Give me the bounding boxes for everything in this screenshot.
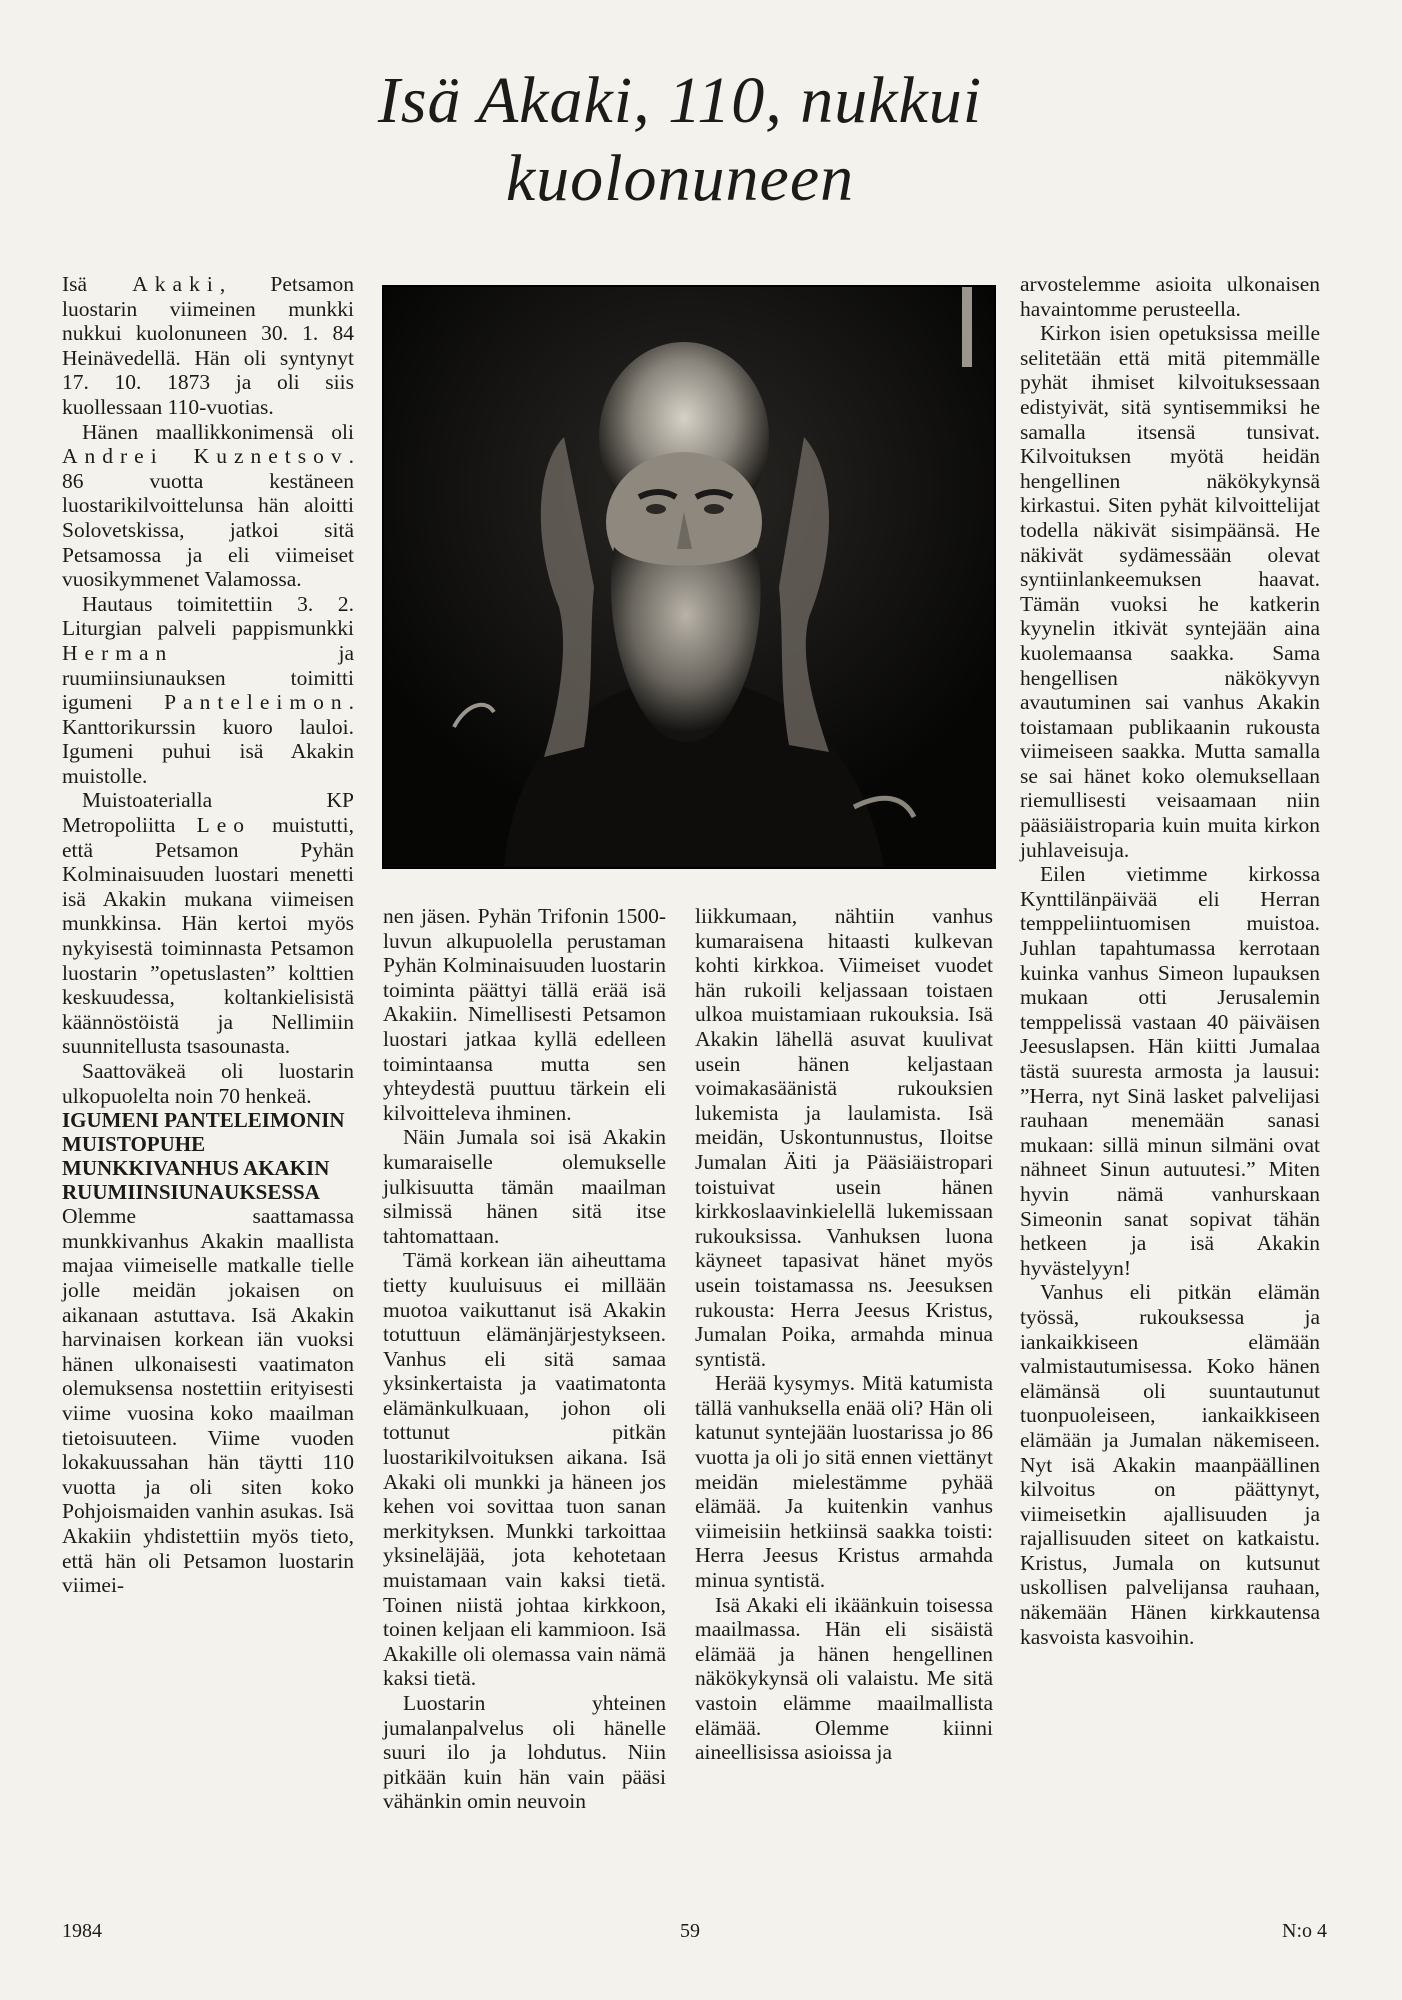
paragraph: Isä Akaki eli ikäänkuin toisessa maailmassa. Hän eli sisäistä elämää ja hänen hengellinen näkökykynsä oli valaistu. Me sitä vastoin elämme maailmallista elämää. Olemme kiinni aineellisissa asioissa ja xyxy=(695,1592,993,1765)
paragraph: Isä Akaki, Petsamon luostarin viimeinen munkki nukkui kuolonuneen 30. 1. 84 Heinävedellä. Hän oli syntynyt 17. 10. 1873 ja oli siis kuollessaan 110-vuotias. xyxy=(62,272,354,419)
paragraph: Hänen maallikkonimensä oli Andrei Kuznetsov. 86 vuotta kestäneen luostarikilvoittelunsa hän aloitti Solovetskissa, jatkoi sitä Petsamossa ja eli viimeiset vuosikymmenet Valamossa. xyxy=(62,419,354,592)
paragraph: Muistoaterialla KP Metropoliitta Leo muistutti, että Petsamon Pyhän Kolminaisuuden luostari menetti isä Akakin mukana viimeisen munkkinsa. Hän kertoi myös nykyisestä toiminnasta Petsamon luostarin ”opetuslasten” kolttien keskuudessa, koltankielisistä käännöstöistä ja Nellimiin suunnitellusta tsasounasta. xyxy=(62,788,354,1059)
section-subheading: IGUMENI PANTELEIMONIN MUISTOPUHE MUNKKIVANHUS AKAKIN RUUMIINSIUNAUKSESSA xyxy=(62,1108,345,1205)
article-column-3 xyxy=(695,904,993,1765)
portrait-photo-icon xyxy=(384,287,994,867)
page-number: 59 xyxy=(680,1920,700,1942)
portrait-photo xyxy=(382,285,996,869)
article-column-4 xyxy=(1020,272,1320,1649)
paragraph: Herää kysymys. Mitä katumista tällä vanhuksella enää oli? Hän oli katunut syntejään luostarissa jo 86 vuotta ja oli jo sitä ennen viettänyt meidän mielestämme pyhää elämää. Ja kuitenkin vanhus viimeisiin hetkiinsä saakka toisti: Herra Jeesus Kristus armahda minua syntistä. xyxy=(695,1371,993,1593)
issue-number: N:o 4 xyxy=(1282,1920,1327,1942)
paragraph: Kirkon isien opetuksissa meille selitetään että mitä pitemmälle pyhät ihmiset kilvoituksessaan edistyivät, sitä syntisemmiksi he samalla itsensä tunsivat. Kilvoituksen myötä heidän hengellinen näkökykynsä kirkastui. Siten pyhät kilvoittelijat todella näkivät sisimpäänsä. He näkivät sydämessään olevat syntiinlankeemuksen haavat. Tämän vuoksi he katkerin kyynelin itkivät syntejään aina kuolemaansa saakka. Sama hengellisen näkökyvyn avautuminen sai vanhus Akakin toistamaan publikaanin rukousta viimeiseen saakka. Mutta samalla se sai hänet koko olemuksellaan riemullisesti veisaamaan niin pääsiäistroparia kuin muita kirkon juhlaveisuja. xyxy=(1020,321,1320,862)
paragraph: Tämä korkean iän aiheuttama tietty kuuluisuus ei millään muotoa vaikuttanut isä Akakin totuttuun elämänjärjestykseen. Vanhus eli sitä samaa yksinkertaista ja vaatimatonta elämänkulkuaan, johon oli tottunut pitkän luostarikilvoituksen aikana. Isä Akaki oli munkki ja häneen jos kehen voi sovittaa tuon sanan merkityksen. Munkki tarkoittaa yksineläjää, jota kehotetaan muistamaan vain kaksi tietä. Toinen niistä johtaa kirkkoon, toinen keljaan eli kammioon. Isä Akakille oli olemassa vain nämä kaksi tietä. xyxy=(383,1248,666,1691)
paragraph: nen jäsen. Pyhän Trifonin 1500-luvun alkupuolella perustaman Pyhän Kolminaisuuden luostarin toiminta päättyi tällä erää isä Akakiin. Nimellisesti Petsamon luostari jatkaa kyllä edelleen toimintaansa mutta sen yhteydestä puuttuu tärkein eli kilvoitteleva ihminen. xyxy=(383,904,666,1125)
paragraph: Näin Jumala soi isä Akakin kumaraiselle olemukselle julkisuutta tämän maailman silmissä hänen sitä itse tahtomattaan. xyxy=(383,1125,666,1248)
paragraph: liikkumaan, nähtiin vanhus kumaraisena hitaasti kulkevan kohti kirkkoa. Viimeiset vuodet hän rukoili keljassaan toistaen ulkoa muistamiaan rukouksia. Isä Akakin lähellä asuvat kuulivat usein hänen keljastaan voimakasäänistä rukouksien lukemista ja laulamista. Isä meidän, Uskontunnustus, Iloitse Jumalan Äiti ja Pääsiäistropari toistuivat usein hänen kirkkoslaavinkielellä lukemissaan rukouksissa. Vanhuksen luona käyneet tapasivat hänet myös usein toistamassa ns. Jeesuksen rukousta: Herra Jeesus Kristus, Jumalan Poika, armahda minua syntistä. xyxy=(695,904,993,1371)
paragraph: Eilen vietimme kirkossa Kynttilänpäivää eli Herran temppeliintuomisen muistoa. Juhlan tapahtumassa kerrotaan kuinka vanhus Simeon lupauksen mukaan otti Jerusalemin temppelissä vastaan 40 päiväisen Jeesuslapsen. Hän kiitti Jumalaa tästä suuresta armosta ja lausui: ”Herra, nyt Sinä lasket palvelijasi rauhaan menemään sanasi mukaan: sillä minun silmäni ovat nähneet Sinun autuutesi.” Miten hyvin nämä vanhurskaan Simeonin sanat sopivat tähän hetkeen ja isä Akakin hyvästelyyn! xyxy=(1020,862,1320,1280)
footer-year: 1984 xyxy=(62,1920,102,1942)
article-title: Isä Akaki, 110, nukkui kuolonuneen xyxy=(377,64,983,215)
paragraph: arvostelemme asioita ulkonaisen havaintomme perusteella. xyxy=(1020,272,1320,321)
article-column-1 xyxy=(62,272,354,1598)
paragraph: Olemme saattamassa munkkivanhus Akakin maallista majaa viimeiselle matkalle tielle jolle meidän jokaisen on aikanaan astuttava. Isä Akakin harvinaisen korkean iän vuoksi hänen ulkonaisesti vaatimaton olemuksensa nostettiin erityisesti viime vuosina koko maailman tietoisuuteen. Viime vuoden lokakuussahan hän täytti 110 vuotta ja oli siten koko Pohjoismaiden vanhin asukas. Isä Akakiin yhdistettiin myös tieto, että hän oli Petsamon luostarin viimei- xyxy=(62,1204,354,1598)
paragraph: Saattoväkeä oli luostarin ulkopuolelta noin 70 henkeä. xyxy=(62,1059,354,1108)
paragraph: Luostarin yhteinen jumalanpalvelus oli hänelle suuri ilo ja lohdutus. Niin pitkään kuin hän vain pääsi vähänkin omin neuvoin xyxy=(383,1691,666,1814)
article-column-2 xyxy=(383,904,666,1814)
paragraph: Vanhus eli pitkän elämän työssä, rukouksessa ja iankaikkiseen elämään valmistautumisessa. Koko hänen elämänsä oli suuntautunut tuonpuoleiseen, iankaikkiseen elämään ja Jumalan näkemiseen. Nyt isä Akakin maanpäällinen kilvoitus on päättynyt, viimeisetkin ajallisuuden ja rajallisuuden siteet on katkaistu. Kristus, Jumala on kutsunut uskollisen palvelijansa rauhaan, näkemään Hänen kirkkautensa kasvoista kasvoihin. xyxy=(1020,1280,1320,1649)
paragraph: Hautaus toimitettiin 3. 2. Liturgian palveli pappismunkki Herman ja ruumiinsiunauksen toimitti igumeni Panteleimon. Kanttorikurssin kuoro lauloi. Igumeni puhui isä Akakin muistolle. xyxy=(62,591,354,788)
